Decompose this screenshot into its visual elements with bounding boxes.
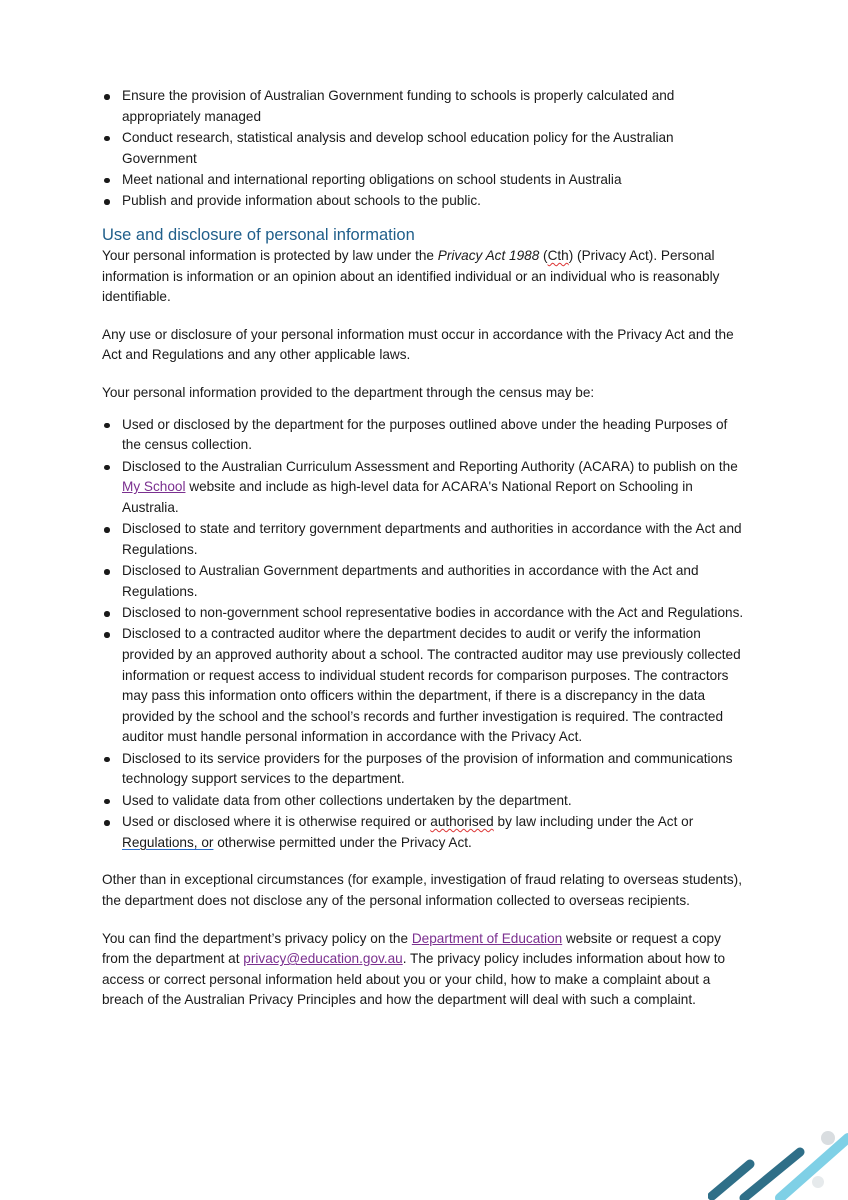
stripe [712, 1164, 750, 1196]
act-title: Privacy Act 1988 [437, 247, 540, 263]
text-run: Disclosed to the Australian Curriculum Assessment and Reporting Authority (ACARA) to publish on the [122, 458, 738, 474]
text-run: ( [539, 247, 548, 263]
text-run: by law including under the Act or [493, 814, 694, 830]
text-run: Used or disclosed where it is otherwise required or [122, 814, 431, 830]
dot [821, 1131, 835, 1145]
text-run: You can find the department’s privacy policy on the [102, 930, 412, 946]
text-run: website or request a copy from the department at [102, 930, 721, 967]
list-item: Used to validate data from other collections undertaken by the department. [102, 791, 747, 812]
text-run: ) (Privacy Act). Personal information is information or an opinion about an identified individual or an individual who is reasonably identifiable. [102, 247, 720, 305]
department-of-education-link[interactable]: Department of Education [411, 930, 563, 946]
dot [812, 1176, 824, 1188]
paragraph-privacy-policy [102, 929, 747, 1011]
list-item: Ensure the provision of Australian Government funding to schools is properly calculated and appropriately managed [102, 86, 747, 127]
text-run: . The privacy policy includes information about how to access or correct personal information held about you or your child, how to make a complaint about a breach of the Australian Privacy Principles and how the department will deal with such a complaint. [102, 951, 726, 1008]
grammar-check-phrase: Regulations, or [122, 834, 214, 850]
list-item [102, 457, 747, 519]
spellcheck-word: Cth [547, 247, 569, 263]
document-page [102, 86, 747, 1028]
my-school-link[interactable]: My School [122, 479, 186, 495]
disclosure-bullet-list [102, 415, 747, 854]
list-item: Disclosed to non-government school representative bodies in accordance with the Act and Regulations. [102, 603, 747, 624]
text-run: website and include as high-level data for ACARA's National Report on Schooling in Australia. [122, 479, 693, 515]
corner-stripes-graphic [708, 1120, 848, 1200]
section-heading: Use and disclosure of personal information [102, 225, 415, 244]
text-run: otherwise permitted under the Privacy Act. [213, 834, 472, 850]
paragraph-privacy-law [102, 246, 747, 308]
list-item: Used or disclosed by the department for the purposes outlined above under the heading Purposes of the census collection. [102, 415, 747, 456]
list-item: Disclosed to Australian Government departments and authorities in accordance with the Act and Regulations. [102, 561, 747, 602]
list-item [102, 812, 747, 853]
paragraph-overseas: Other than in exceptional circumstances (for example, investigation of fraud relating to overseas students), the department does not disclose any of the personal information collected to overseas recipients. [102, 872, 742, 908]
list-item: Publish and provide information about schools to the public. [102, 191, 747, 212]
paragraph-census-intro: Your personal information provided to the department through the census may be: [102, 384, 595, 400]
stripe [780, 1138, 848, 1198]
list-item: Conduct research, statistical analysis and develop school education policy for the Australian Government [102, 128, 747, 169]
privacy-email-link[interactable]: privacy@education.gov.au [243, 951, 403, 967]
list-item: Disclosed to its service providers for the purposes of the provision of information and communications technology support services to the department. [102, 749, 747, 790]
text-run: Your personal information is protected by law under the [102, 247, 438, 263]
purposes-bullet-list [102, 86, 747, 212]
list-item: Disclosed to a contracted auditor where the department decides to audit or verify the information provided by an approved authority about a school. The contracted auditor may use previously collected information or request access to individual student records for comparison purposes. The contractors may pass this information onto officers within the department, if there is a discrepancy in the data provided by the school and the school’s records and further investigation is required. The contracted auditor must handle personal information in accordance with the Privacy Act. [102, 624, 747, 748]
list-item: Disclosed to state and territory government departments and authorities in accordance with the Act and Regulations. [102, 519, 747, 560]
paragraph-use-disclosure: Any use or disclosure of your personal information must occur in accordance with the Privacy Act and the Act and Regulations and any other applicable laws. [102, 326, 734, 363]
spellcheck-word: authorised [430, 814, 494, 830]
list-item: Meet national and international reporting obligations on school students in Australia [102, 170, 747, 191]
